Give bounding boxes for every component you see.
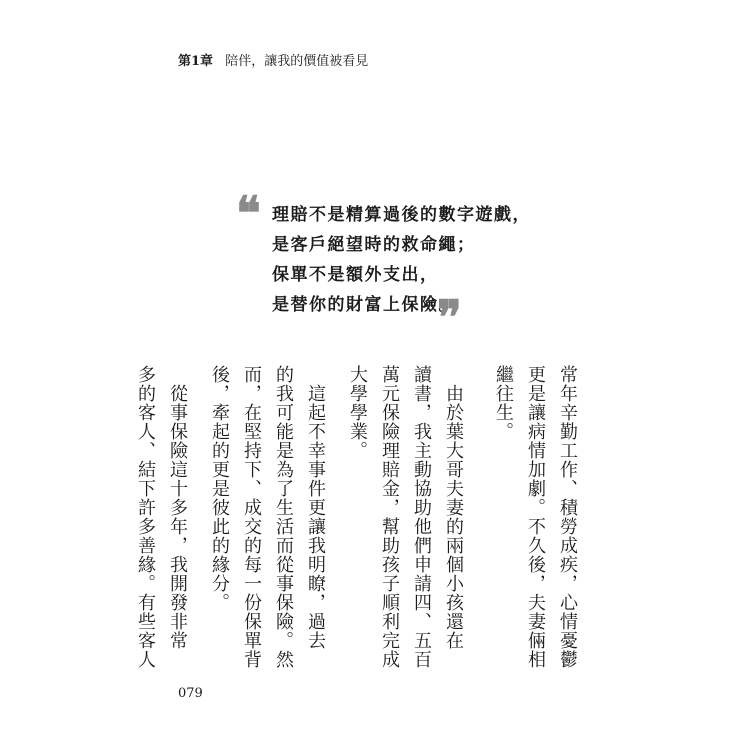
text-column: 讀書，我主動協助他們申請四、五百: [411, 365, 432, 669]
text-column: 後，牽起的更是彼此的緣分。: [209, 365, 230, 612]
quote-line: 是替你的財富上保險。: [272, 295, 457, 315]
running-header: [178, 54, 368, 70]
body-text: [135, 365, 578, 669]
text-column: 這起不幸事件更讓我明瞭，過去: [305, 365, 326, 650]
text-column: 萬元保險理賠金，幫助孩子順利完成: [379, 365, 400, 669]
text-column: 多的客人、結下許多善緣。有些客人: [135, 365, 156, 669]
open-quote-icon: ❝: [236, 186, 261, 240]
chapter-label: 第1章: [178, 54, 214, 69]
page-number: 079: [178, 686, 203, 701]
text-column: 常年辛勤工作、積勞成疾，心情憂鬱: [557, 365, 578, 669]
quote-line: 保單不是額外支出，: [272, 265, 439, 285]
text-column: 更是讓病情加劇。不久後，夫妻倆相: [525, 365, 546, 669]
text-column: 繼往生。: [493, 365, 514, 441]
text-column: 大學學業。: [347, 365, 368, 460]
pull-quote: [272, 200, 531, 320]
text-column: 而，在堅持下、成交的每一份保單背: [241, 365, 262, 669]
close-quote-icon: ❞: [437, 290, 462, 344]
text-column: 從事保險這十多年，我開發非常: [167, 365, 188, 650]
text-column: 由於葉大哥夫妻的兩個小孩還在: [443, 365, 464, 650]
quote-line: 理賠不是精算過後的數字遊戲，: [272, 205, 531, 225]
quote-line: 是客戶絕望時的救命繩；: [272, 235, 476, 255]
chapter-title: 陪伴，讓我的價值被看見: [225, 54, 369, 69]
text-column: 的我可能是為了生活而從事保險。然: [273, 365, 294, 669]
